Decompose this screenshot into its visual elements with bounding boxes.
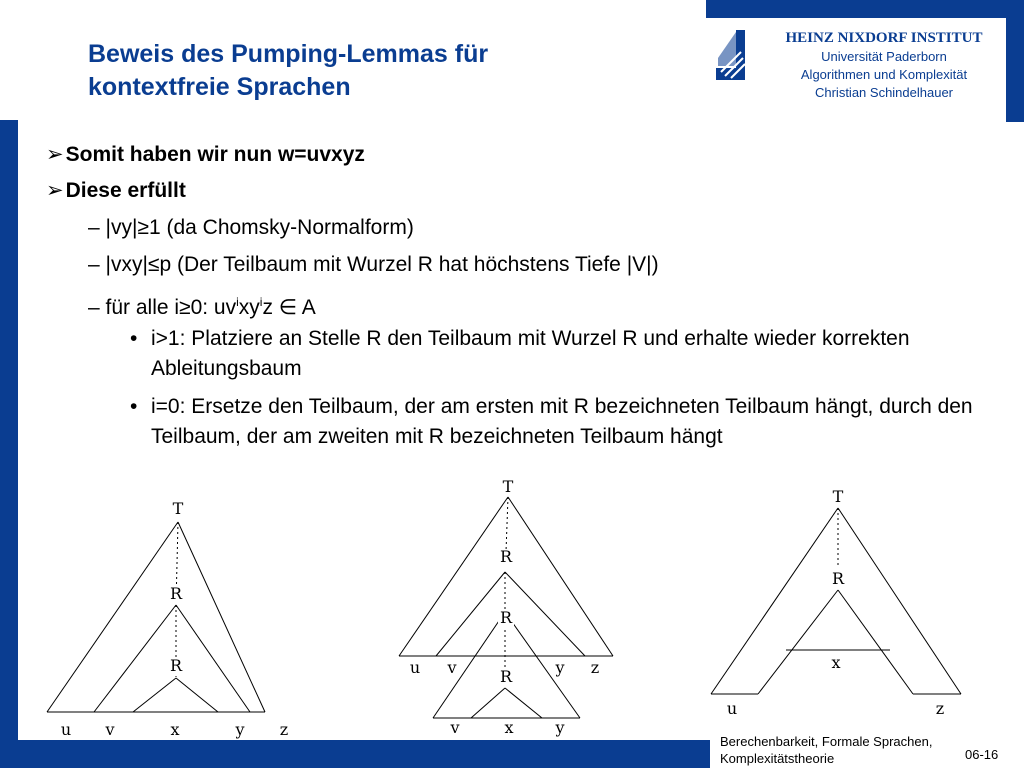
tree3-root-label: T	[832, 487, 844, 506]
tree2-r1-label: R	[499, 547, 513, 566]
tree1-z-label: z	[279, 720, 289, 739]
tree2-v-top-label: v	[447, 658, 457, 677]
sub-item-3-mid: xy	[238, 296, 260, 319]
tree1-u-label: u	[60, 720, 72, 739]
institute-university: Universität Paderborn	[821, 49, 947, 64]
exponent-i: i	[236, 295, 239, 309]
tree2-v-label: v	[450, 718, 460, 737]
tree2-r2-label: R	[499, 608, 513, 627]
tree3-u-label: u	[726, 699, 738, 718]
tree1-v-label: v	[105, 720, 115, 739]
bullet-1-text: Somit haben wir nun w=uvxyz	[65, 143, 365, 166]
footer-line2: Komplexitätstheorie	[720, 751, 835, 766]
footer-line1: Berechenbarkeit, Formale Sprachen,	[720, 734, 933, 749]
institute-author: Christian Schindelhauer	[814, 85, 954, 100]
tree2-root-label: T	[502, 477, 514, 496]
institute-group: Algorithmen und Komplexität	[800, 67, 968, 82]
sub-item-3-suffix: z ∈ A	[262, 296, 316, 319]
arrow-bullet-icon: ➢	[46, 179, 64, 202]
footer-course	[720, 733, 932, 767]
tree1-y-label: y	[235, 720, 245, 739]
tree1-r2-label: R	[169, 656, 183, 675]
sub-item-2: – |vxy|≤p (Der Teilbaum mit Wurzel R hat höchstens Tiefe |V|)	[88, 253, 659, 276]
tree3-x-label: x	[831, 653, 841, 672]
tree2-z-label: z	[590, 658, 600, 677]
point-2-text: i=0: Ersetze den Teilbaum, der am ersten mit R bezeichneten Teilbaum hängt, durch den Teilbaum, der am zweiten mit R bezeichneten Teilbaum hängt	[151, 395, 973, 448]
tree2-y-top-label: y	[555, 658, 565, 677]
slide-title-line1: Beweis des Pumping-Lemmas für	[88, 40, 489, 68]
tree3-r1-label: R	[831, 569, 845, 588]
tree2-y-label: y	[555, 718, 565, 737]
sub-item-3-prefix: – für alle i≥0: uv	[88, 296, 237, 319]
slide-title-line2: kontextfreie Sprachen	[88, 73, 351, 101]
tree1-r1-label: R	[169, 584, 183, 603]
parse-tree-1	[47, 522, 265, 712]
bullet-2-text: Diese erfüllt	[65, 179, 186, 202]
institute-name: HEINZ NIXDORF INSTITUT	[785, 30, 983, 46]
arrow-bullet-icon: ➢	[46, 143, 64, 166]
dot-bullet-icon: •	[130, 327, 138, 350]
page-number: 06-16	[965, 747, 999, 762]
exponent-i: i	[259, 295, 263, 309]
sub-item-1: – |vy|≥1 (da Chomsky-Normalform)	[88, 216, 414, 239]
dot-bullet-icon: •	[130, 395, 138, 418]
tree2-x-label: x	[504, 718, 514, 737]
tree1-x-label: x	[170, 720, 180, 739]
tree1-root-label: T	[172, 499, 184, 518]
point-1-text: i>1: Platziere an Stelle R den Teilbaum mit Wurzel R und erhalte wieder korrekten Ableitungsbaum	[151, 327, 910, 380]
tree3-z-label: z	[935, 699, 945, 718]
tree2-r3-label: R	[499, 667, 513, 686]
tree2-u-label: u	[409, 658, 421, 677]
